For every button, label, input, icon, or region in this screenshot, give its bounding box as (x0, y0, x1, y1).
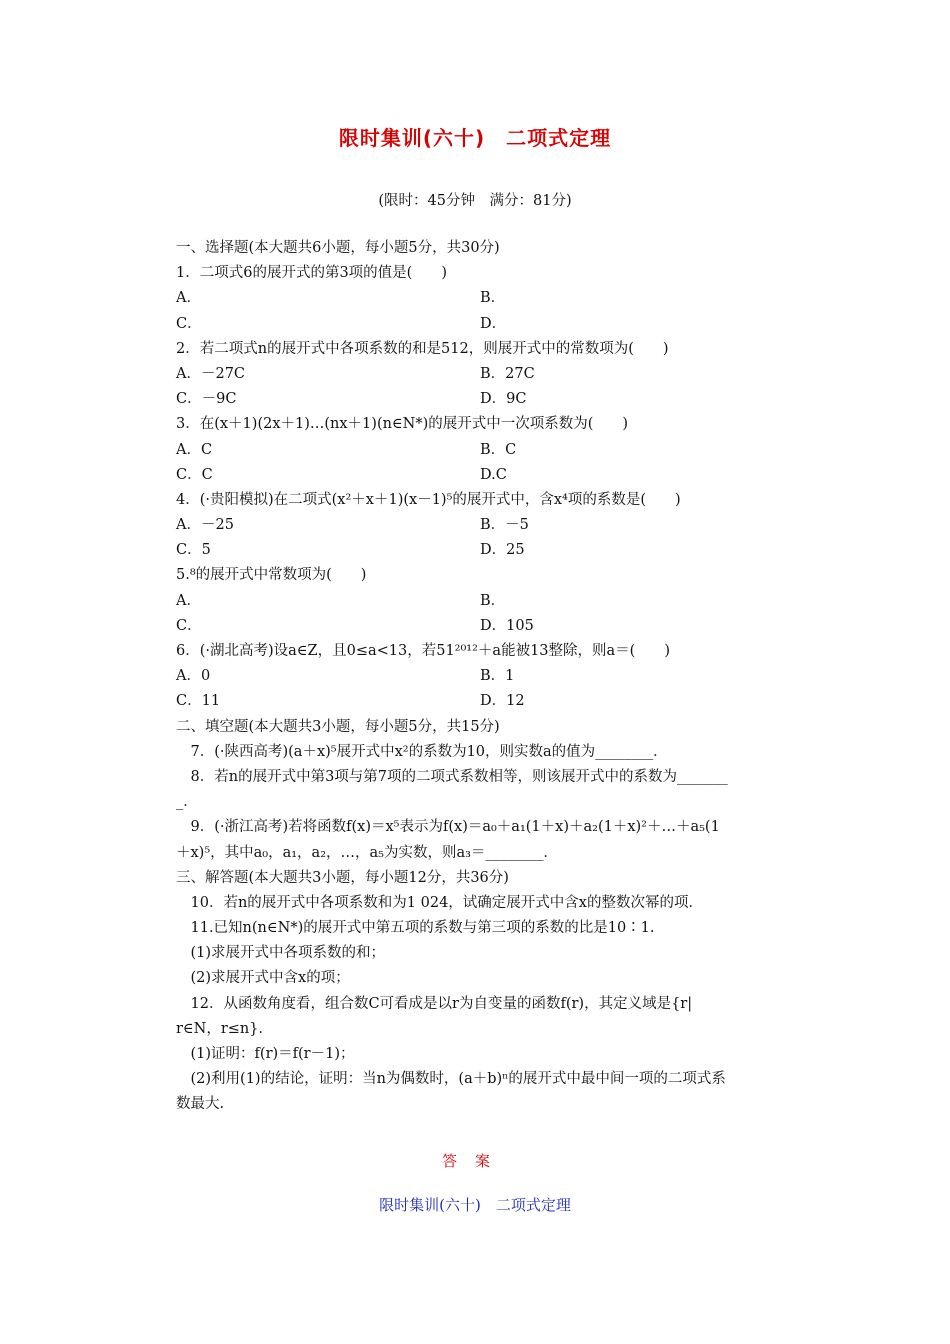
option: B．1 (480, 668, 515, 685)
text-line: 9．(·浙江高考)若将函数f(x)＝x⁵表示为f(x)＝a₀＋a₁(1＋x)＋a₂(1＋x)²＋…＋a₅(1 (176, 819, 720, 836)
text-line: 4．(·贵阳模拟)在二项式(x²＋x＋1)(x－1)⁵的展开式中，含x⁴项的系数是( ) (176, 491, 681, 508)
text-line: 5.⁸的展开式中常数项为( ) (176, 567, 367, 584)
option: D．25 (480, 542, 525, 559)
option: C．C (176, 466, 213, 483)
text-line: 6．(·湖北高考)设a∈Z，且0≤a<13，若51²⁰¹²＋a能被13整除，则a＝( ) (176, 643, 670, 659)
option: B． (480, 592, 506, 609)
exam-info: (限时：45分钟 满分：81分) (378, 193, 572, 209)
option: D．9C (480, 391, 527, 408)
option: C． (176, 315, 202, 332)
text-line: 数最大. (176, 1096, 225, 1113)
text-line: 11.已知n(n∈N*)的展开式中第五项的系数与第三项的系数的比是10∶1. (176, 920, 655, 937)
option: A．0 (176, 668, 211, 685)
answer-subtitle: 限时集训(六十) 二项式定理 (379, 1196, 571, 1214)
answer-heading: 答案 (441, 1152, 508, 1170)
text-line: 10．若n的展开式中各项系数和为1 024，试确定展开式中含x的整数次幂的项． (176, 894, 703, 911)
option: C．11 (176, 693, 221, 710)
option: C．5 (176, 542, 211, 559)
option: B．－5 (480, 517, 529, 534)
text-line: 二、填空题(本大题共3小题，每小题5分，共15分) (176, 718, 500, 735)
question-body (176, 236, 808, 1118)
option: D．12 (480, 693, 525, 710)
option-row (176, 664, 808, 689)
text-line: (1)求展开式中各项系数的和； (176, 945, 386, 962)
option: A．－27C (176, 365, 246, 382)
option-row (176, 589, 808, 614)
text-line: r∈N，r≤n}． (176, 1020, 273, 1037)
text-line: 1．二项式6的展开式的第3项的值是( ) (176, 265, 447, 282)
option: D． (480, 315, 507, 332)
option: A．C (176, 441, 213, 458)
option: D．105 (480, 617, 534, 634)
text-line: 一、选择题(本大题共6小题，每小题5分，共30分) (176, 240, 500, 256)
option: B．C (480, 441, 517, 458)
option: D.C (480, 466, 507, 483)
option: B．27C (480, 365, 535, 382)
text-line: (2)利用(1)的结论，证明：当n为偶数时，(a＋b)ⁿ的展开式中最中间一项的二项式系 (176, 1071, 726, 1088)
page-title: 限时集训(六十) 二项式定理 (338, 126, 612, 150)
option-row (176, 513, 808, 538)
text-line: 7．(·陕西高考)(a＋x)⁵展开式中x²的系数为10，则实数a的值为________． (176, 743, 668, 760)
text-line: ＋x)⁵，其中a₀，a₁，a₂，…，a₅为实数，则a₃＝________． (176, 844, 558, 861)
text-line: 三、解答题(本大题共3小题，每小题12分，共36分) (176, 869, 509, 886)
option: C． (176, 617, 202, 634)
text-line: 12．从函数角度看，组合数C可看成是以r为自变量的函数f(r)，其定义域是{r| (176, 995, 693, 1012)
text-line: 8．若n的展开式中第3项与第7项的二项式系数相等，则该展开式中的系数为_______ (176, 768, 728, 785)
text-line: _． (176, 794, 198, 811)
option-row (176, 689, 808, 714)
option: A． (176, 592, 201, 609)
option-row (176, 614, 808, 639)
option-row (176, 538, 808, 563)
option-row (176, 463, 808, 488)
text-line: 3．在(x＋1)(2x＋1)…(nx＋1)(n∈N*)的展开式中一次项系数为( ) (176, 416, 629, 433)
option-row (176, 312, 808, 337)
option: A． (176, 290, 201, 307)
option-row (176, 362, 808, 387)
option: B． (480, 290, 506, 307)
option-row (176, 286, 808, 311)
option-row (176, 438, 808, 463)
option-row (176, 387, 808, 412)
text-line: (2)求展开式中含x的项； (176, 970, 350, 987)
text-line: (1)证明：f(r)＝f(r－1)； (176, 1046, 355, 1062)
option: C．－9C (176, 391, 237, 408)
text-line: 2．若二项式n的展开式中各项系数的和是512，则展开式中的常数项为( ) (176, 340, 669, 357)
option: A．－25 (176, 517, 234, 534)
